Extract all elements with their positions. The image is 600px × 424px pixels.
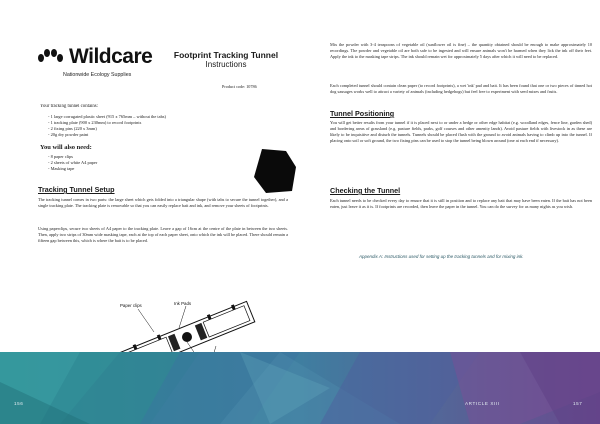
label-paper-clips: Paper clips (120, 303, 142, 308)
setup-heading: Tracking Tunnel Setup (38, 185, 115, 194)
setup-paragraph-1: The tracking tunnel comes in two parts: the large sheet which gets folded into a triangular shape (with tabs to secure the tunnel together), and a single tracking plate. The tracking plate is removable so that you can easily replace bait and ink, and remove your sheets of footprints. (38, 197, 288, 208)
redaction-blot (252, 147, 298, 195)
also-need-heading: You will also need: (40, 144, 92, 151)
document-subtitle: Instructions (205, 60, 247, 69)
list-item: - 8 paper clips (48, 154, 248, 160)
list-item: - 20g dry powder paint (48, 132, 248, 138)
also-need-list (48, 154, 248, 172)
footer-band (0, 352, 600, 424)
geometric-footer-pattern (0, 352, 600, 424)
ink-mixing-paragraph: Mix the powder with 3-4 teaspoons of vegetable oil (sunflower oil is fine) – the quantity obtained should be enough to make approximately 10 recordings. The powder and vegetable oil are both safe to be ingested and will ensure animals won't be harmed when they lick the ink off their feet. Apply the ink to the masking tape strips. The ink should remain wet for approximately 5 days after which it will need to be replaced. (330, 42, 592, 59)
left-page-scan (26, 36, 294, 348)
list-item: - Masking tape (48, 166, 248, 172)
brand-name: Wildcare (69, 45, 153, 68)
page-number-right: 157 (573, 401, 583, 406)
wildcare-logo (35, 46, 155, 86)
brand-tagline: Nationwide Ecology Supplies (63, 72, 132, 78)
checking-paragraph: Each tunnel needs to be checked every day to ensure that it is still in position and to replace any bait that may have been eaten. If the bait has not been eaten, just leave it as it is. If footprints are recorded, then leave the paper in the tunnel. You can do the survey for as many nights as you wish. (330, 198, 592, 209)
product-code: Product code: 10786 (222, 84, 257, 89)
list-item: - 1 tracking plate (900 x 230mm) to record footprints (48, 120, 248, 126)
contains-heading: Your tracking tunnel contains: (40, 104, 99, 109)
page-number-left: 156 (14, 401, 24, 406)
checking-heading: Checking the Tunnel (330, 186, 401, 195)
list-item: - 2 sheets of white A4 paper (48, 160, 248, 166)
document-title: Footprint Tracking Tunnel (173, 50, 279, 60)
list-item: - 2 fixing pins (220 x 3mm) (48, 126, 248, 132)
right-page-scan (330, 36, 592, 252)
positioning-heading: Tunnel Positioning (330, 109, 395, 118)
positioning-paragraph: You will get better results from your tunnel if it is placed next to or under a hedge or other edge habitat (e.g. woodland edges, fence line, garden shed) and bordering areas of grassland (e.g. pasture fields, parks, golf courses and other amenity lands). Avoid pasture fields with livestock in as these are likely to be inquisitive and disturb the tunnels. Tunnels should be placed flush with the ground to avoid animals having to climb up into the tunnel. If placing onto soil or soft ground, the two fixing pins can be used to stop the tunnel being blown around (one at each end if necessary). (330, 120, 592, 143)
appendix-caption: Appendix A: Instructions used for setting up the tracking tunnels and for mixing ink. (359, 254, 524, 259)
footprints-paragraph: Each completed tunnel should contain clean paper (to record footprints), a wet 'ink' pad and bait. It has been found that one or two pieces of tinned hot dog sausages works well to attract a variety of animals (including hedgehogs) but feel free to experiment with seed mixes and fruits. (330, 83, 592, 94)
running-head: ARTICLE XIII (465, 401, 500, 406)
contains-list (48, 114, 248, 138)
setup-paragraph-2: Using paperclips, secure two sheets of A4 paper to the tracking plate. Leave a gap of 16cm at the centre of the plate in between the two sheets. Then, apply two strips of 30mm wide masking tape, each at the top of each paper sheet, onto which the ink will be placed. There should remain a fifteen gap between this, which is where the bait is to be placed. (38, 226, 288, 243)
list-item: - 1 large corrugated plastic sheet (915 x 765mm – without the tabs) (48, 114, 248, 120)
label-ink-pads: Ink Pads (174, 301, 192, 306)
paw-print-icon (35, 48, 65, 66)
